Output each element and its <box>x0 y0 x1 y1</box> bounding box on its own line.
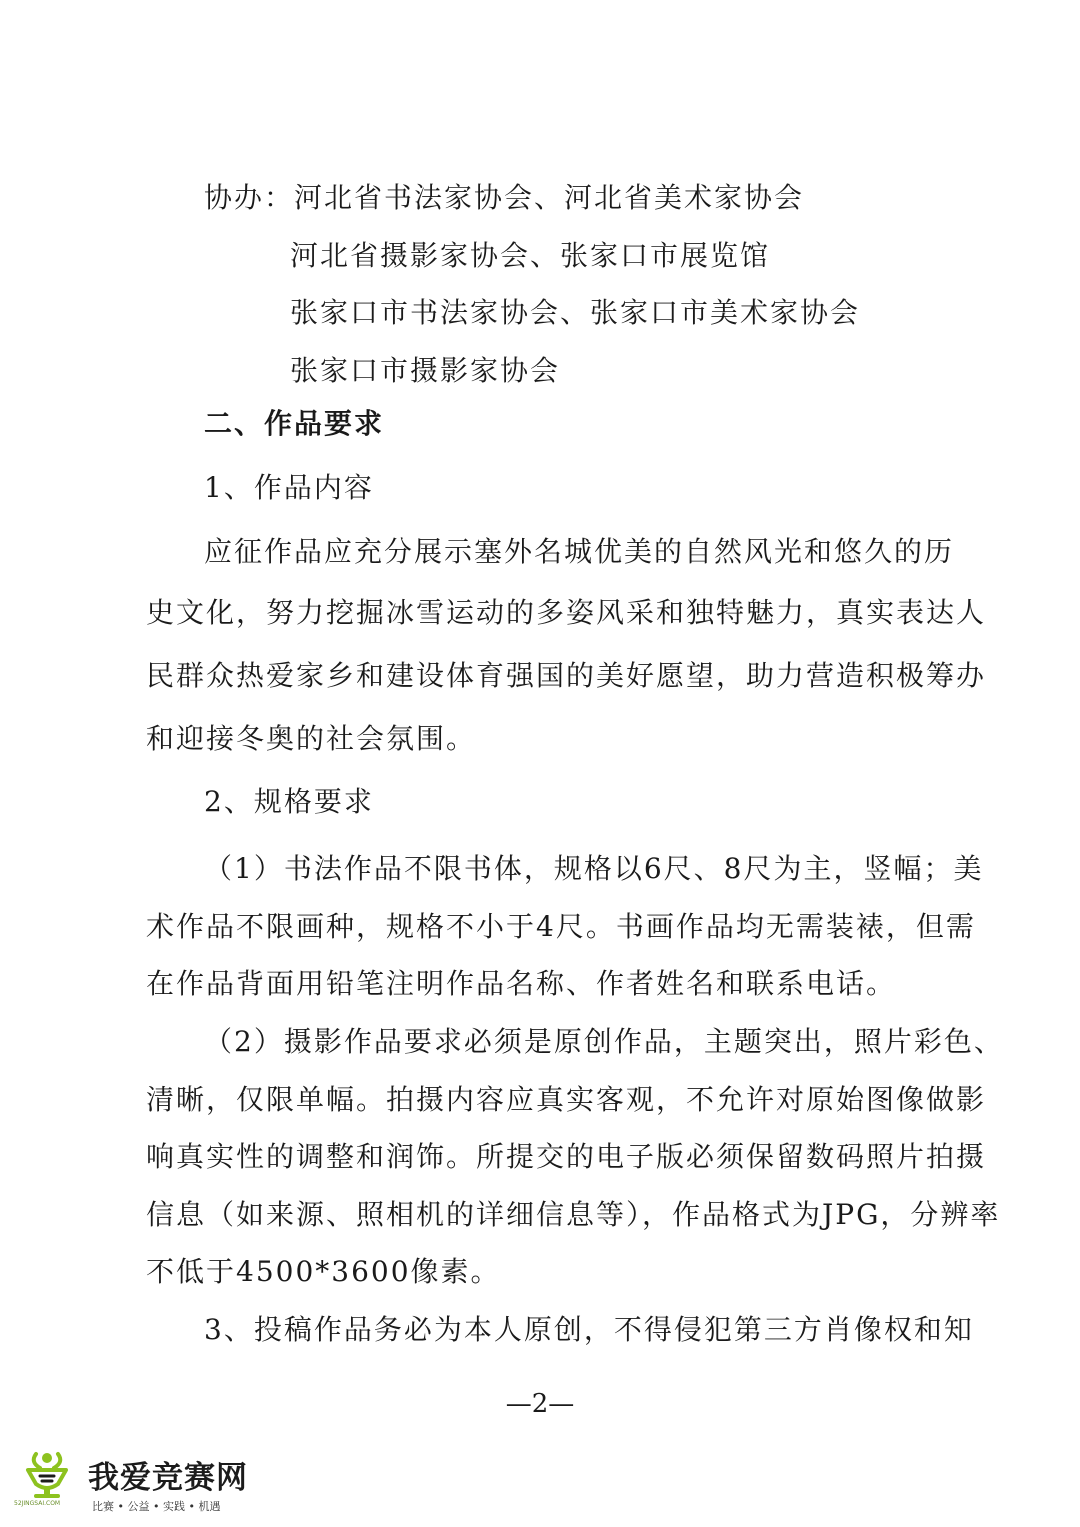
paragraph-line: 信息（如来源、照相机的详细信息等），作品格式为JPG，分辨率 <box>146 1198 1001 1231</box>
co-organizer-line-2: 河北省摄影家协会、张家口市展览馆 <box>290 239 771 272</box>
site-watermark-logo <box>14 1448 274 1518</box>
co-organizer-line-4: 张家口市摄影家协会 <box>290 354 561 387</box>
subsection-heading-content: 1、作品内容 <box>204 471 374 504</box>
watermark-tagline: 比赛 • 公益 • 实践 • 机遇 <box>92 1500 221 1513</box>
paragraph-line: 史文化，努力挖掘冰雪运动的多姿风采和独特魅力，真实表达人 <box>146 596 987 629</box>
co-organizer-line-1: 协办：河北省书法家协会、河北省美术家协会 <box>204 181 805 214</box>
paragraph-line: 和迎接冬奥的社会氛围。 <box>146 722 477 755</box>
paragraph-line: 清晰，仅限单幅。拍摄内容应真实客观，不允许对原始图像做影 <box>146 1083 987 1116</box>
paragraph-line: （1）书法作品不限书体，规格以6尺、8尺为主，竖幅；美 <box>204 852 984 885</box>
paragraph-line: 民群众热爱家乡和建设体育强国的美好愿望，助力营造积极筹办 <box>146 659 987 692</box>
paragraph-line: 不低于4500*3600像素。 <box>146 1255 501 1288</box>
page-number: —2— <box>505 1389 575 1419</box>
paragraph-line: 应征作品应充分展示塞外名城优美的自然风光和悠久的历 <box>204 535 955 568</box>
paragraph-line: 术作品不限画种，规格不小于4尺。书画作品均无需装裱，但需 <box>146 910 976 943</box>
paragraph-line: （2）摄影作品要求必须是原创作品，主题突出，照片彩色、 <box>204 1025 1004 1058</box>
paragraph-line: 响真实性的调整和润饰。所提交的电子版必须保留数码照片拍摄 <box>146 1140 987 1173</box>
paragraph-line: 在作品背面用铅笔注明作品名称、作者姓名和联系电话。 <box>146 967 897 1000</box>
co-organizer-line-3: 张家口市书法家协会、张家口市美术家协会 <box>290 296 861 329</box>
watermark-site-name: 我爱竞赛网 <box>88 1460 248 1496</box>
trophy-cup-icon <box>14 1448 84 1504</box>
subsection-heading-spec: 2、规格要求 <box>204 785 374 818</box>
paragraph-line: 3、投稿作品务必为本人原创，不得侵犯第三方肖像权和知 <box>204 1313 974 1346</box>
section-heading: 二、作品要求 <box>204 407 385 440</box>
watermark-url: 52JINGSAI.COM <box>14 1500 61 1507</box>
